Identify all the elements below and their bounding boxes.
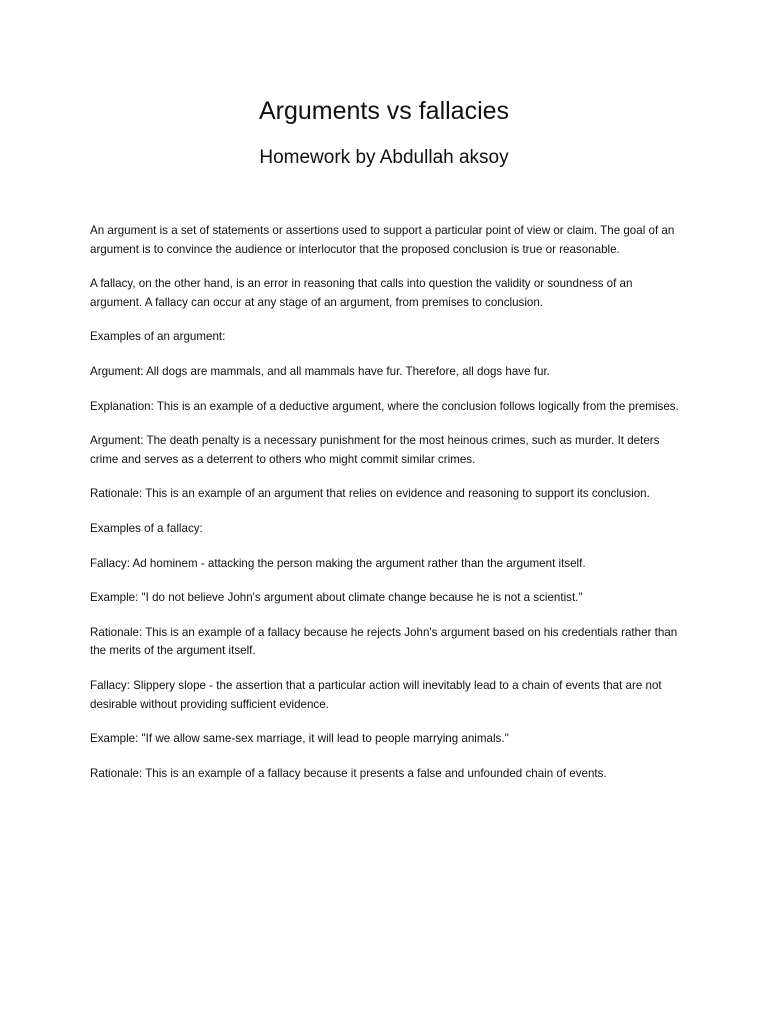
- paragraph-fallacy-definition: A fallacy, on the other hand, is an error in reasoning that calls into question the validity or soundness of an argument. A fallacy can occur at any stage of an argument, from premises to conclusion.: [90, 277, 633, 309]
- paragraph-fallacy-2: Fallacy: Slippery slope - the assertion that a particular action will inevitably lead to a chain of events that are not desirable without providing sufficient evidence.: [90, 678, 662, 711]
- paragraph-rationale-3: Rationale: This is an example of a fallacy because it presents a false and unfounded chain of events.: [90, 766, 607, 780]
- paragraph-rationale-1: Rationale: This is an example of an argument that relies on evidence and reasoning to support its conclusion.: [90, 487, 650, 501]
- heading-examples-fallacy: Examples of a fallacy:: [90, 521, 203, 535]
- heading-examples-argument: Examples of an argument:: [90, 330, 226, 344]
- paragraph-fallacy-1: Fallacy: Ad hominem - attacking the person making the argument rather than the argument itself.: [90, 556, 586, 570]
- paragraph-rationale-2: Rationale: This is an example of a fallacy because he rejects John's argument based on his credentials rather than the merits of the argument itself.: [90, 625, 678, 658]
- document-title: Arguments vs fallacies: [258, 97, 510, 125]
- paragraph-argument-2: Argument: The death penalty is a necessary punishment for the most heinous crimes, such as murder. It deters crime and serves as a deterrent to others who might commit similar crimes.: [90, 434, 660, 466]
- paragraph-example-2: Example: "If we allow same-sex marriage, it will lead to people marrying animals.": [90, 732, 509, 746]
- document-body: [90, 222, 682, 799]
- paragraph-example-1: Example: "I do not believe John's argument about climate change because he is not a scientist.": [90, 591, 583, 605]
- document-subtitle: Homework by Abdullah aksoy: [259, 147, 509, 168]
- paragraph-argument-definition: An argument is a set of statements or assertions used to support a particular point of view or claim. The goal of an argument is to convince the audience or interlocutor that the proposed conclusion is true or reasonable.: [90, 224, 675, 256]
- paragraph-argument-1: Argument: All dogs are mammals, and all mammals have fur. Therefore, all dogs have fur.: [90, 364, 550, 378]
- paragraph-explanation-1: Explanation: This is an example of a deductive argument, where the conclusion follows logically from the premises.: [90, 399, 679, 413]
